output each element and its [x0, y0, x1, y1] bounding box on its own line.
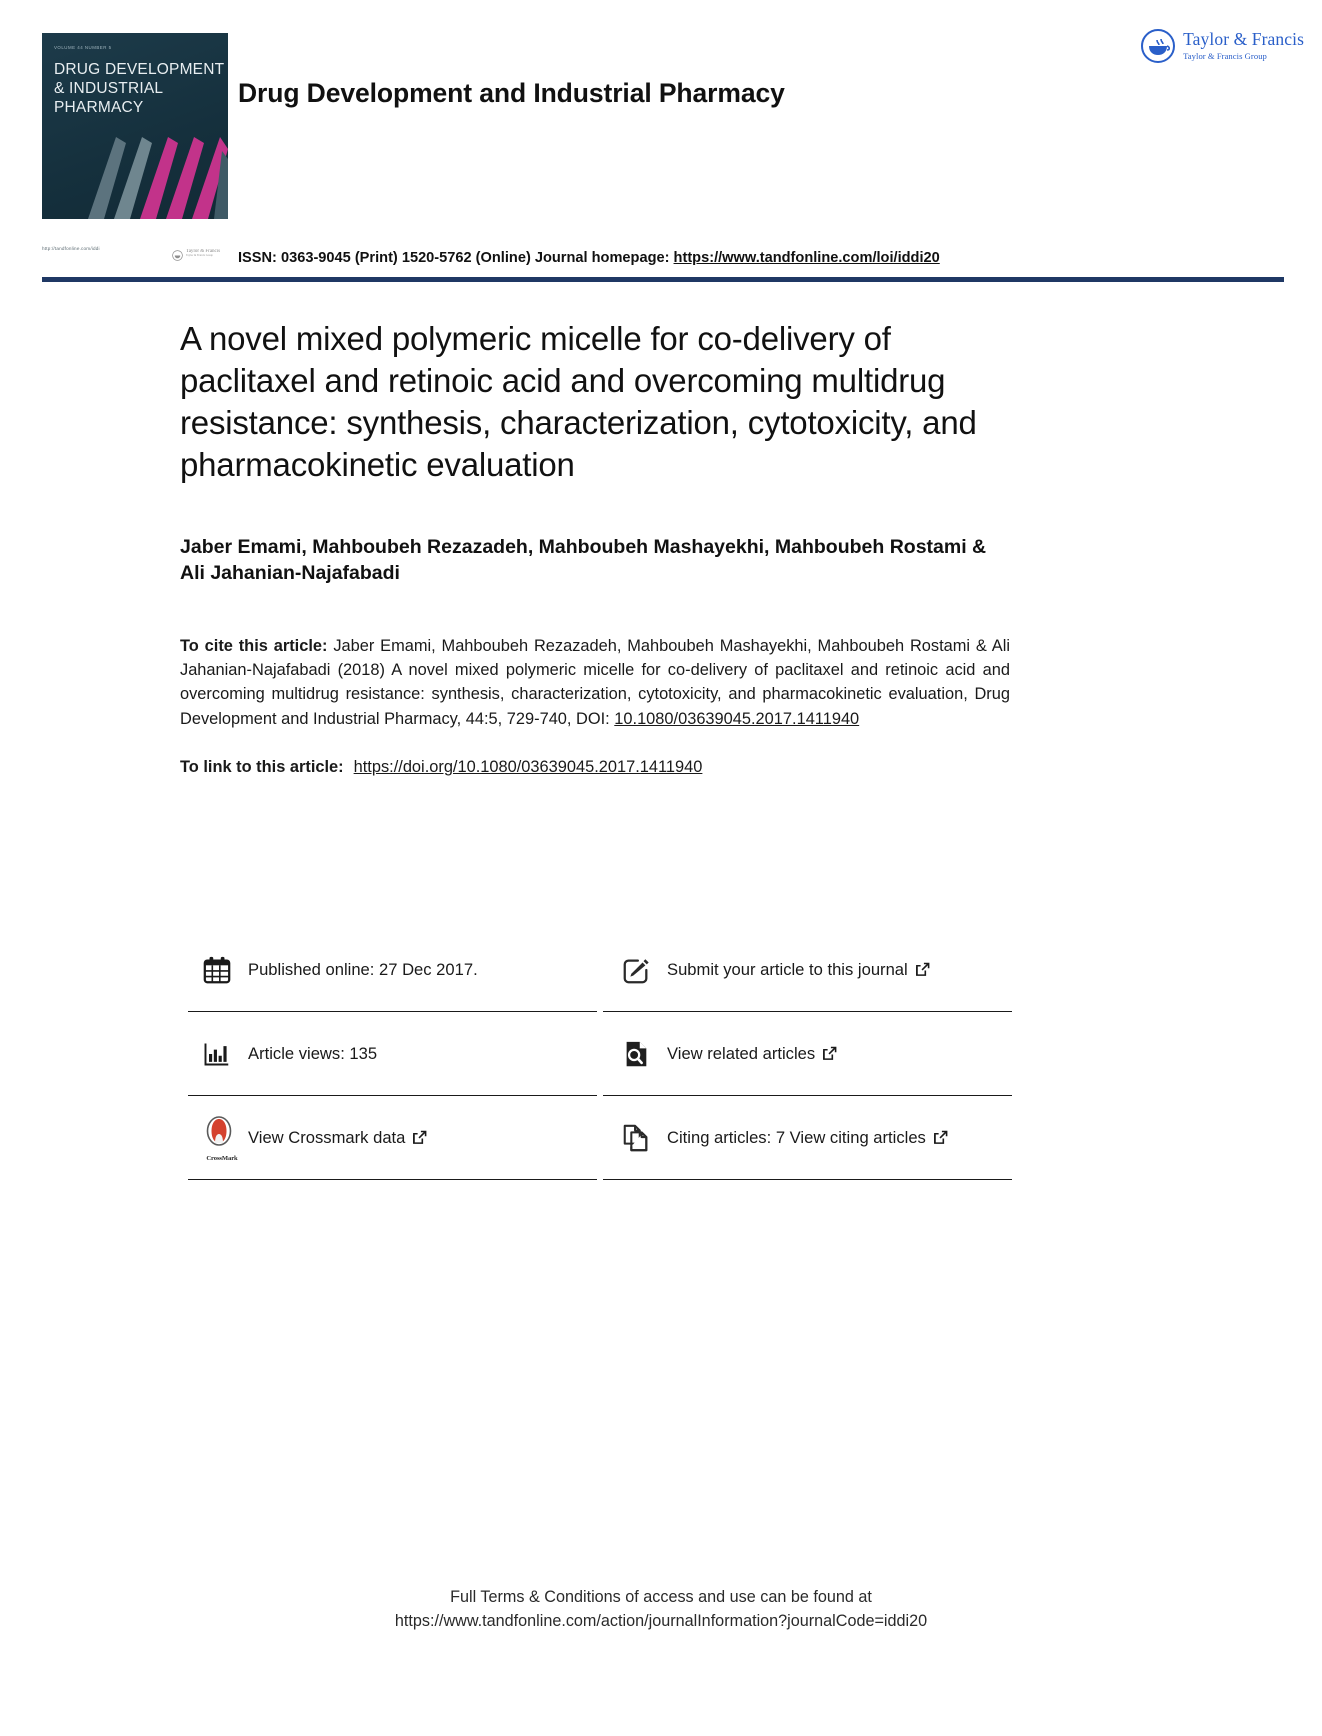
article-content — [180, 310, 1020, 780]
external-link-icon — [933, 1130, 948, 1145]
journal-cover-thumbnail[interactable] — [42, 33, 228, 219]
cover-publisher-mini-logo — [172, 248, 220, 259]
bar-chart-icon — [202, 1040, 240, 1068]
metric-label — [667, 1044, 837, 1064]
cover-title-line-3: PHARMACY — [54, 98, 144, 116]
link-label: To link to this article: — [180, 758, 344, 776]
metric-text: Submit your article to this journal — [667, 959, 908, 979]
metric-label — [667, 1128, 948, 1148]
mini-publisher-name: Taylor & Francis — [186, 249, 221, 255]
metric-view-related-articles[interactable] — [603, 1012, 1012, 1096]
external-link-icon — [822, 1046, 837, 1061]
article-authors: Jaber Emami, Mahboubeh Rezazadeh, Mahboubeh Mashayekhi, Mahboubeh Rostami & Ali Jahanian-Najafabadi — [180, 535, 987, 584]
pencil-square-icon — [621, 955, 659, 985]
document-search-icon — [621, 1039, 659, 1069]
metric-text: Article views: 135 — [248, 1043, 378, 1063]
link-block — [180, 756, 1020, 780]
copy-documents-icon — [621, 1123, 659, 1153]
mini-publisher-group: Taylor & Francis Group — [186, 254, 213, 258]
calendar-icon — [202, 955, 240, 985]
journal-homepage-link[interactable]: https://www.tandfonline.com/loi/iddi20 — [673, 250, 940, 266]
metric-text: View related articles — [667, 1043, 816, 1063]
crossmark-wordmark: CrossMark — [206, 1154, 238, 1162]
mini-lamp-icon — [172, 248, 183, 259]
cover-footer-url: http://tandfonline.com/iddi — [42, 246, 100, 251]
metric-submit-article[interactable] — [603, 928, 1012, 1012]
crossmark-logo — [202, 1115, 240, 1161]
footer-journal-info-url[interactable]: https://www.tandfonline.com/action/journalInformation?journalCode=iddi20 — [394, 1612, 928, 1631]
metric-citing-articles[interactable] — [603, 1096, 1012, 1180]
cover-graphic-bars — [42, 107, 228, 219]
article-title: A novel mixed polymeric micelle for co-delivery of paclitaxel and retinoic acid and overcoming multidrug resistance: synthesis, characterization, cytotoxicity, and pharmacokinetic evaluation — [180, 320, 977, 483]
metric-label — [248, 1044, 377, 1064]
metric-article-views — [188, 1012, 597, 1096]
crossmark-icon — [202, 1115, 240, 1161]
page-footer — [0, 1585, 1322, 1634]
taylor-francis-lamp-icon — [1140, 28, 1176, 64]
metric-text: Citing articles: 7 View citing articles — [667, 1127, 926, 1147]
journal-name: Drug Development and Industrial Pharmacy — [238, 78, 785, 108]
citation-doi-link[interactable]: 10.1080/03639045.2017.1411940 — [614, 709, 860, 728]
issn-line — [238, 250, 940, 266]
footer-terms-line: Full Terms & Conditions of access and use can be found at — [450, 1588, 872, 1606]
taylor-francis-wordmark — [1183, 31, 1304, 60]
article-doi-url-link[interactable]: https://doi.org/10.1080/03639045.2017.1411940 — [353, 758, 703, 776]
metrics-grid — [188, 928, 1012, 1180]
metric-label — [248, 1128, 427, 1148]
metric-text: Published online: 27 Dec 2017. — [248, 959, 478, 979]
cover-title-line-2: & INDUSTRIAL — [54, 79, 164, 97]
journal-cover-art — [42, 33, 228, 219]
metric-label — [248, 960, 478, 980]
citation-body: Jaber Emami, Mahboubeh Rezazadeh, Mahboubeh Mashayekhi, Mahboubeh Rostami & Ali Jahanian-Najafabadi (2018) A novel mixed polymeric micelle for co-delivery of paclitaxel and retinoic acid and overcoming multidrug resistance: synthesis, characterization, cytotoxicity, and pharmacokinetic evaluation, Drug Development and Industrial Pharmacy, 44:5, 729-740, DOI: — [180, 636, 1010, 728]
issn-text: ISSN: 0363-9045 (Print) 1520-5762 (Online) Journal homepage: — [238, 250, 670, 266]
cover-title-line-1: DRUG DEVELOPMENT — [54, 61, 225, 78]
masthead-rule-thin — [42, 281, 1284, 282]
metric-label — [667, 960, 930, 980]
publisher-group: Taylor & Francis Group — [1183, 50, 1267, 61]
external-link-icon — [412, 1130, 427, 1145]
cover-issue-line: VOLUME 44 NUMBER 5 — [54, 45, 112, 50]
metric-view-crossmark-data[interactable] — [188, 1096, 597, 1180]
external-link-icon — [915, 962, 930, 977]
metric-published-online — [188, 928, 597, 1012]
taylor-francis-logo[interactable] — [1140, 28, 1304, 64]
citation-block — [180, 634, 1010, 731]
metric-text: View Crossmark data — [248, 1127, 406, 1147]
publisher-name: Taylor & Francis — [1183, 29, 1304, 50]
masthead — [0, 0, 1322, 300]
mini-wordmark — [186, 249, 220, 258]
citation-label: To cite this article: — [180, 636, 328, 655]
